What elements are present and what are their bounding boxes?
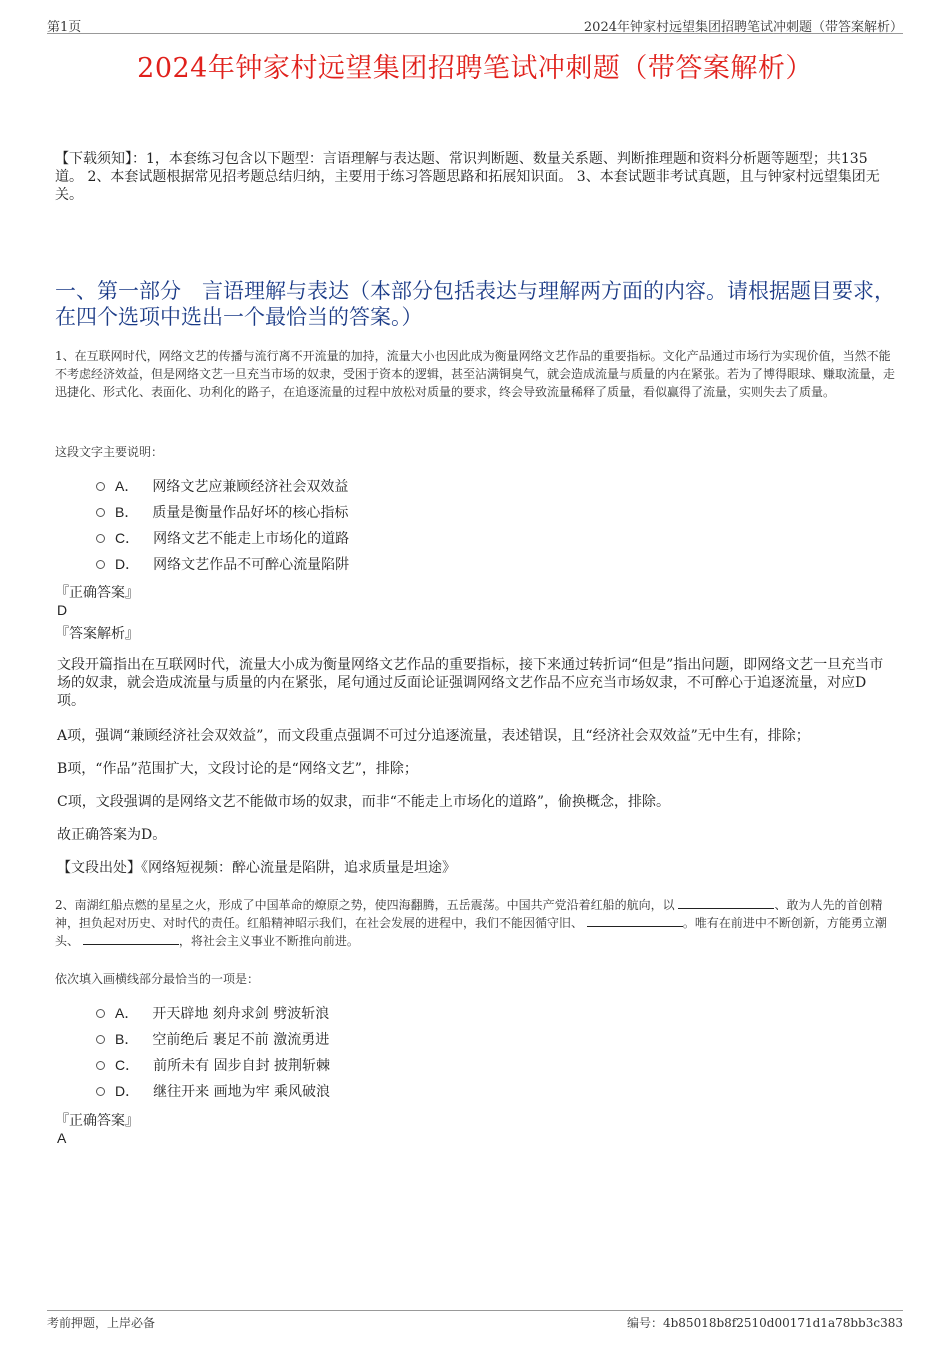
header-divider [47, 33, 903, 34]
fill-blank-1[interactable] [678, 896, 774, 909]
question-2-option-b[interactable] [96, 1029, 329, 1049]
option-text: 继往开来 画地为牢 乘风破浪 [153, 1084, 331, 1100]
header-doc-title: 2024年钟家村远望集团招聘笔试冲刺题（带答案解析） [583, 20, 903, 35]
question-1-conclusion: 故正确答案为D。 [57, 827, 167, 843]
question-2-option-a[interactable] [96, 1003, 329, 1023]
option-letter: B． [115, 1031, 139, 1047]
option-letter: D． [115, 556, 140, 572]
radio-icon[interactable] [96, 482, 105, 491]
question-1-analysis-a: A项，强调“兼顾经济社会双效益”，而文段重点强调不可过分追逐流量，表述错误，且“经济社会双效益”无中生有，排除； [57, 728, 810, 744]
radio-icon[interactable] [96, 508, 105, 517]
radio-icon[interactable] [96, 560, 105, 569]
question-1-stem: 1、在互联网时代，网络文艺的传播与流行离不开流量的加持，流量大小也因此成为衡量网络文艺作品的重要指标。文化产品通过市场行为实现价值，当然不能不考虑经济效益，但是网络文艺一旦充当市场的奴隶，受困于资本的逻辑，甚至沾满铜臭气，就会造成流量与质量的内在紧张。若为了博得眼球、赚取流量，走迅捷化、形式化、表面化、功利化的路子，在追逐流量的过程中放松对质量的要求，终会导致流量稀释了质量，看似赢得了流量，实则失去了质量。 [55, 349, 896, 399]
question-1-lead: 这段文字主要说明： [55, 445, 164, 459]
question-1-option-d[interactable] [96, 554, 349, 574]
stem-text: ，将社会主义事业不断推向前进。 [178, 934, 359, 948]
question-2-option-c[interactable] [96, 1055, 330, 1075]
section-heading: 一、第一部分 言语理解与表达（本部分包括表达与理解两方面的内容。请根据题目要求，在四个选项中选出一个最恰当的答案。） [55, 279, 895, 329]
fill-blank-2[interactable] [587, 914, 683, 927]
radio-icon[interactable] [96, 534, 105, 543]
question-2-stem [55, 896, 895, 950]
document-title: 2024年钟家村远望集团招聘笔试冲刺题（带答案解析） [137, 53, 813, 84]
stem-text: 。唯有在前进中不断创新，方能勇立潮头、 [55, 916, 887, 948]
option-letter: B． [115, 504, 139, 520]
download-notice: 【下载须知】：1，本套练习包含以下题型：言语理解与表达题、常识判断题、数量关系题、判断推理题和资料分析题等题型；共135道。 2、本套试题根据常见招考题总结归纳，主要用于练习答题思路和拓展知识面。 3、本套试题非考试真题，且与钟家村远望集团无关。 [55, 151, 880, 203]
option-letter: A． [115, 478, 139, 494]
footer-slogan: 考前押题，上岸必备 [47, 1316, 156, 1330]
question-1-answer-label: 『正确答案』 [55, 585, 139, 601]
radio-icon[interactable] [96, 1061, 105, 1070]
radio-icon[interactable] [96, 1035, 105, 1044]
question-1-analysis-c: C项，文段强调的是网络文艺不能做市场的奴隶，而非“不能走上市场化的道路”，偷换概念，排除。 [57, 794, 671, 810]
option-letter: C． [115, 530, 140, 546]
question-1-analysis-main: 文段开篇指出在互联网时代，流量大小成为衡量网络文艺作品的重要指标，接下来通过转折词“但是”指出问题，即网络文艺一旦充当市场的奴隶，就会造成流量与质量的内在紧张，尾句通过反面论证强调网络文艺作品不应充当市场奴隶，不可醉心于追逐流量，对应D项。 [57, 657, 884, 709]
option-text: 网络文艺不能走上市场化的道路 [153, 531, 350, 547]
question-1-analysis-b: B项，“作品”范围扩大，文段讨论的是“网络文艺”，排除； [57, 761, 418, 777]
question-2-option-d[interactable] [96, 1081, 330, 1101]
stem-text: 2、南湖红船点燃的星星之火，形成了中国革命的燎原之势，使四海翻腾，五岳震荡。中国共产党沿着红船的航向，以 [55, 898, 675, 912]
question-1-analysis-label: 『答案解析』 [55, 626, 139, 642]
question-2-answer: A [57, 1130, 67, 1146]
question-2-answer-label: 『正确答案』 [55, 1113, 139, 1129]
question-1-answer: D [57, 602, 68, 618]
option-text: 前所未有 固步自封 披荆斩棘 [153, 1058, 331, 1074]
question-2-lead: 依次填入画横线部分最恰当的一项是： [55, 972, 260, 986]
option-text: 空前绝后 裹足不前 激流勇进 [152, 1032, 330, 1048]
radio-icon[interactable] [96, 1009, 105, 1018]
option-text: 质量是衡量作品好坏的核心指标 [152, 505, 349, 521]
page-number: 第1页 [47, 20, 82, 35]
option-letter: D． [115, 1083, 140, 1099]
footer-serial-number: 编号：4b85018b8f2510d00171d1a78bb3c383 [626, 1316, 903, 1330]
stem-text: 、敢为人先的首创精神，担负起对历史、对时代的责任。红船精神昭示我们，在社会发展的进程中，我们不能因循守旧、 [55, 898, 883, 930]
footer-divider [47, 1310, 903, 1311]
option-letter: C． [115, 1057, 140, 1073]
radio-icon[interactable] [96, 1087, 105, 1096]
fill-blank-3[interactable] [83, 932, 179, 945]
option-letter: A． [115, 1005, 139, 1021]
question-1-option-c[interactable] [96, 528, 349, 548]
question-1-option-b[interactable] [96, 502, 348, 522]
question-1-source: 【文段出处】《网络短视频：醉心流量是陷阱，追求质量是坦途》 [57, 860, 456, 876]
option-text: 网络文艺作品不可醉心流量陷阱 [153, 557, 350, 573]
question-1-option-a[interactable] [96, 476, 348, 496]
option-text: 网络文艺应兼顾经济社会双效益 [152, 479, 349, 495]
option-text: 开天辟地 刻舟求剑 劈波斩浪 [152, 1006, 330, 1022]
